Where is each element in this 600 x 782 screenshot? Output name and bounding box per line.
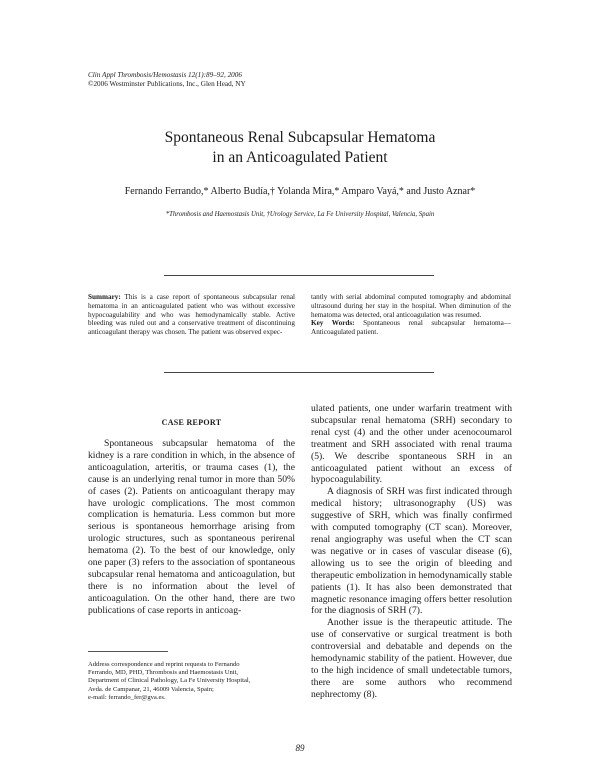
- abstract-bottom-rule: [164, 372, 434, 373]
- footnote-line: Department of Clinical Pathology, La Fe University Hospital,: [88, 677, 251, 685]
- footnote-line: Avda. de Campanar, 21, 46009 Valencia, Spain;: [88, 685, 214, 693]
- footnote-line: e-mail: ferrando_fer@gva.es.: [88, 693, 166, 701]
- keywords-label: Key Words:: [311, 319, 355, 328]
- correspondence-footnote: [88, 661, 295, 702]
- body-paragraph: Another issue is the therapeutic attitude. The use of conservative or surgical treatment is both controversial and debatable and depends on the hemodynamic stability of the patient. However, due to the high incidence of small undetectable tumors, there are some authors who recommend nephrectomy (8).: [311, 617, 512, 700]
- footnote-line: Ferrando, MD, PHD, Thrombosis and Haemostasis Unit,: [88, 669, 239, 677]
- article-title-line-1: Spontaneous Renal Subcapsular Hematoma: [164, 129, 436, 146]
- author-list: Fernando Ferrando,* Alberto Budía,† Yolanda Mira,* Amparo Vayá,* and Justo Aznar*: [124, 186, 476, 197]
- affiliations: *Thrombosis and Haemostasis Unit, †Urology Service, La Fe University Hospital, Valencia, Spain: [165, 211, 435, 218]
- section-heading: CASE REPORT: [161, 418, 222, 427]
- journal-citation: Clin Appl Thrombosis/Hemostasis 12(1):89–92, 2006: [88, 71, 242, 79]
- body-paragraph: A diagnosis of SRH was first indicated through medical history; ultrasonography (US) was suggestive of SRH, which was finally confirmed with computed tomography (CT scan). Moreover, renal angiography was useful when the CT scan was negative or in cases of vascular disease (6), allowing us to see the origin of bleeding and therapeutic embolization in hemodynamically stable patients (1). It has also been demonstrated that magnetic resonance imaging offers better resolution for the diagnosis of SRH (7).: [311, 486, 512, 617]
- keywords-text: Spontaneous renal subcapsular hematoma—Anticoagulated patient.: [311, 319, 512, 337]
- article-title-line-2: in an Anticoagulated Patient: [212, 149, 388, 166]
- footnote-rule: [88, 651, 168, 652]
- summary-label: Summary:: [88, 293, 121, 301]
- body-paragraph: ulated patients, one under warfarin treatment with subcapsular renal hematoma (SRH) secondary to renal cyst (4) and the other under acenocoumarol treatment and SRH associated with renal trauma (5). We describe spontaneous SRH in an anticoagulated patient without an excess of hypocoagulability.: [311, 403, 512, 486]
- abstract-left-column: [88, 293, 295, 337]
- footnote-line: Address correspondence and reprint requests to Fernando: [88, 661, 240, 668]
- page-number: 89: [295, 743, 305, 753]
- copyright-line: ©2006 Westminster Publications, Inc., Glen Head, NY: [88, 80, 246, 88]
- abstract-top-rule: [164, 275, 434, 276]
- body-left-column: [88, 438, 295, 617]
- body-right-column: [311, 403, 512, 701]
- abstract-left-text: This is a case report of spontaneous subcapsular renal hematoma in an anticoagulated patient who was without excessive hypocoagulability and who was hemodynamically stable. Active bleeding was ruled out and a conservative treatment of discontinuing anticoagulant therapy was chosen. The patient was observed expec-: [88, 293, 296, 337]
- body-paragraph: Spontaneous subcapsular hematoma of the kidney is a rare condition in which, in the absence of anticoagulation, arteritis, or trauma cases (1), the cause is an underlying renal tumor in more than 50% of cases (2). Patients on anticoagulant therapy may have urologic complications. The most common complication is hematuria. Less common but more serious is spontaneous hemorrhage arising from urologic structures, such as spontaneous perirenal hematoma (2). To the best of our knowledge, only one paper (3) refers to the association of spontaneous subcapsular renal hematoma and anticoagulation, but there is no information about the level of anticoagulation. On the other hand, there are two publications of case reports in anticoag-: [88, 438, 295, 616]
- abstract-right-text: tantly with serial abdominal computed tomography and abdominal ultrasound during her stay in the hospital. When diminution of the hematoma was detected, oral anticoagulation was resumed.: [311, 293, 511, 319]
- abstract-right-column: [311, 293, 511, 337]
